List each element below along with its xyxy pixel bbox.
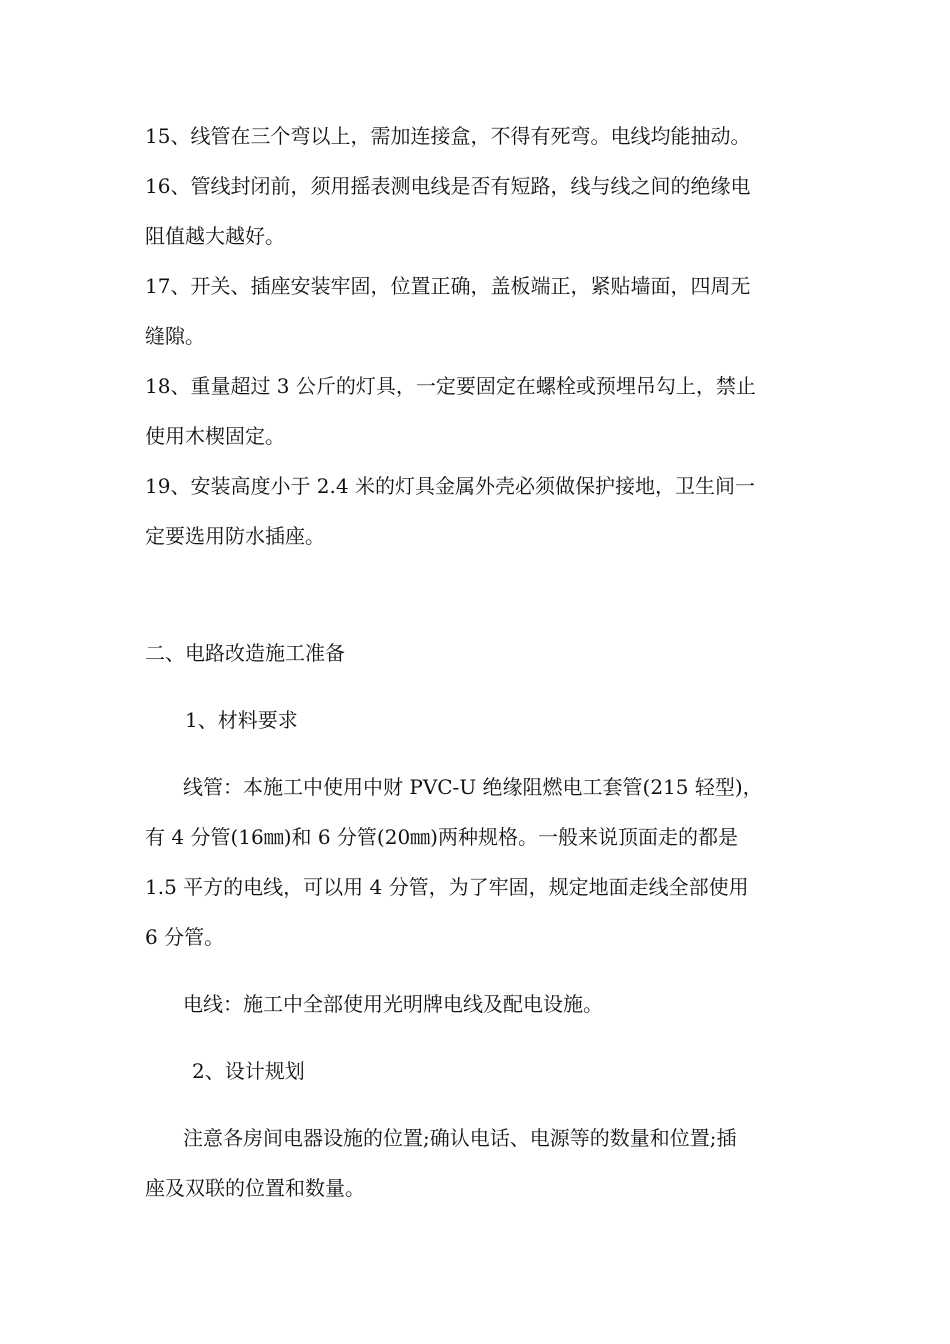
paragraph-design-line-2: 座及双联的位置和数量。 bbox=[145, 1176, 365, 1200]
item-19-line-2: 定要选用防水插座。 bbox=[145, 524, 325, 548]
item-19-line-1: 19、安装高度小于 2.4 米的灯具金属外壳必须做保护接地，卫生间一 bbox=[145, 474, 755, 498]
section-heading: 二、电路改造施工准备 bbox=[145, 641, 345, 665]
item-18-line-2: 使用木楔固定。 bbox=[145, 424, 285, 448]
item-18-line-1: 18、重量超过 3 公斤的灯具，一定要固定在螺栓或预埋吊勾上，禁止 bbox=[145, 374, 756, 398]
paragraph-conduit-line-2: 有 4 分管(16㎜)和 6 分管(20㎜)两种规格。一般来说顶面走的都是 bbox=[145, 825, 738, 849]
item-16-line-2: 阻值越大越好。 bbox=[145, 224, 285, 248]
item-17-line-1: 17、开关、插座安装牢固，位置正确，盖板端正，紧贴墙面，四周无 bbox=[145, 274, 751, 298]
paragraph-conduit-line-4: 6 分管。 bbox=[145, 925, 225, 949]
paragraph-wire: 电线：施工中全部使用光明牌电线及配电设施。 bbox=[183, 992, 603, 1016]
paragraph-conduit-line-1: 线管：本施工中使用中财 PVC-U 绝缘阻燃电工套管(215 轻型)， bbox=[183, 775, 763, 799]
paragraph-design-line-1: 注意各房间电器设施的位置;确认电话、电源等的数量和位置;插 bbox=[183, 1126, 737, 1150]
item-17-line-2: 缝隙。 bbox=[145, 324, 205, 348]
subheading-materials: 1、材料要求 bbox=[185, 708, 298, 732]
subheading-design: 2、设计规划 bbox=[192, 1059, 305, 1083]
paragraph-conduit-line-3: 1.5 平方的电线，可以用 4 分管，为了牢固，规定地面走线全部使用 bbox=[145, 875, 749, 899]
item-16-line-1: 16、管线封闭前，须用摇表测电线是否有短路，线与线之间的绝缘电 bbox=[145, 174, 751, 198]
item-15-line: 15、线管在三个弯以上，需加连接盒，不得有死弯。电线均能抽动。 bbox=[145, 124, 751, 148]
